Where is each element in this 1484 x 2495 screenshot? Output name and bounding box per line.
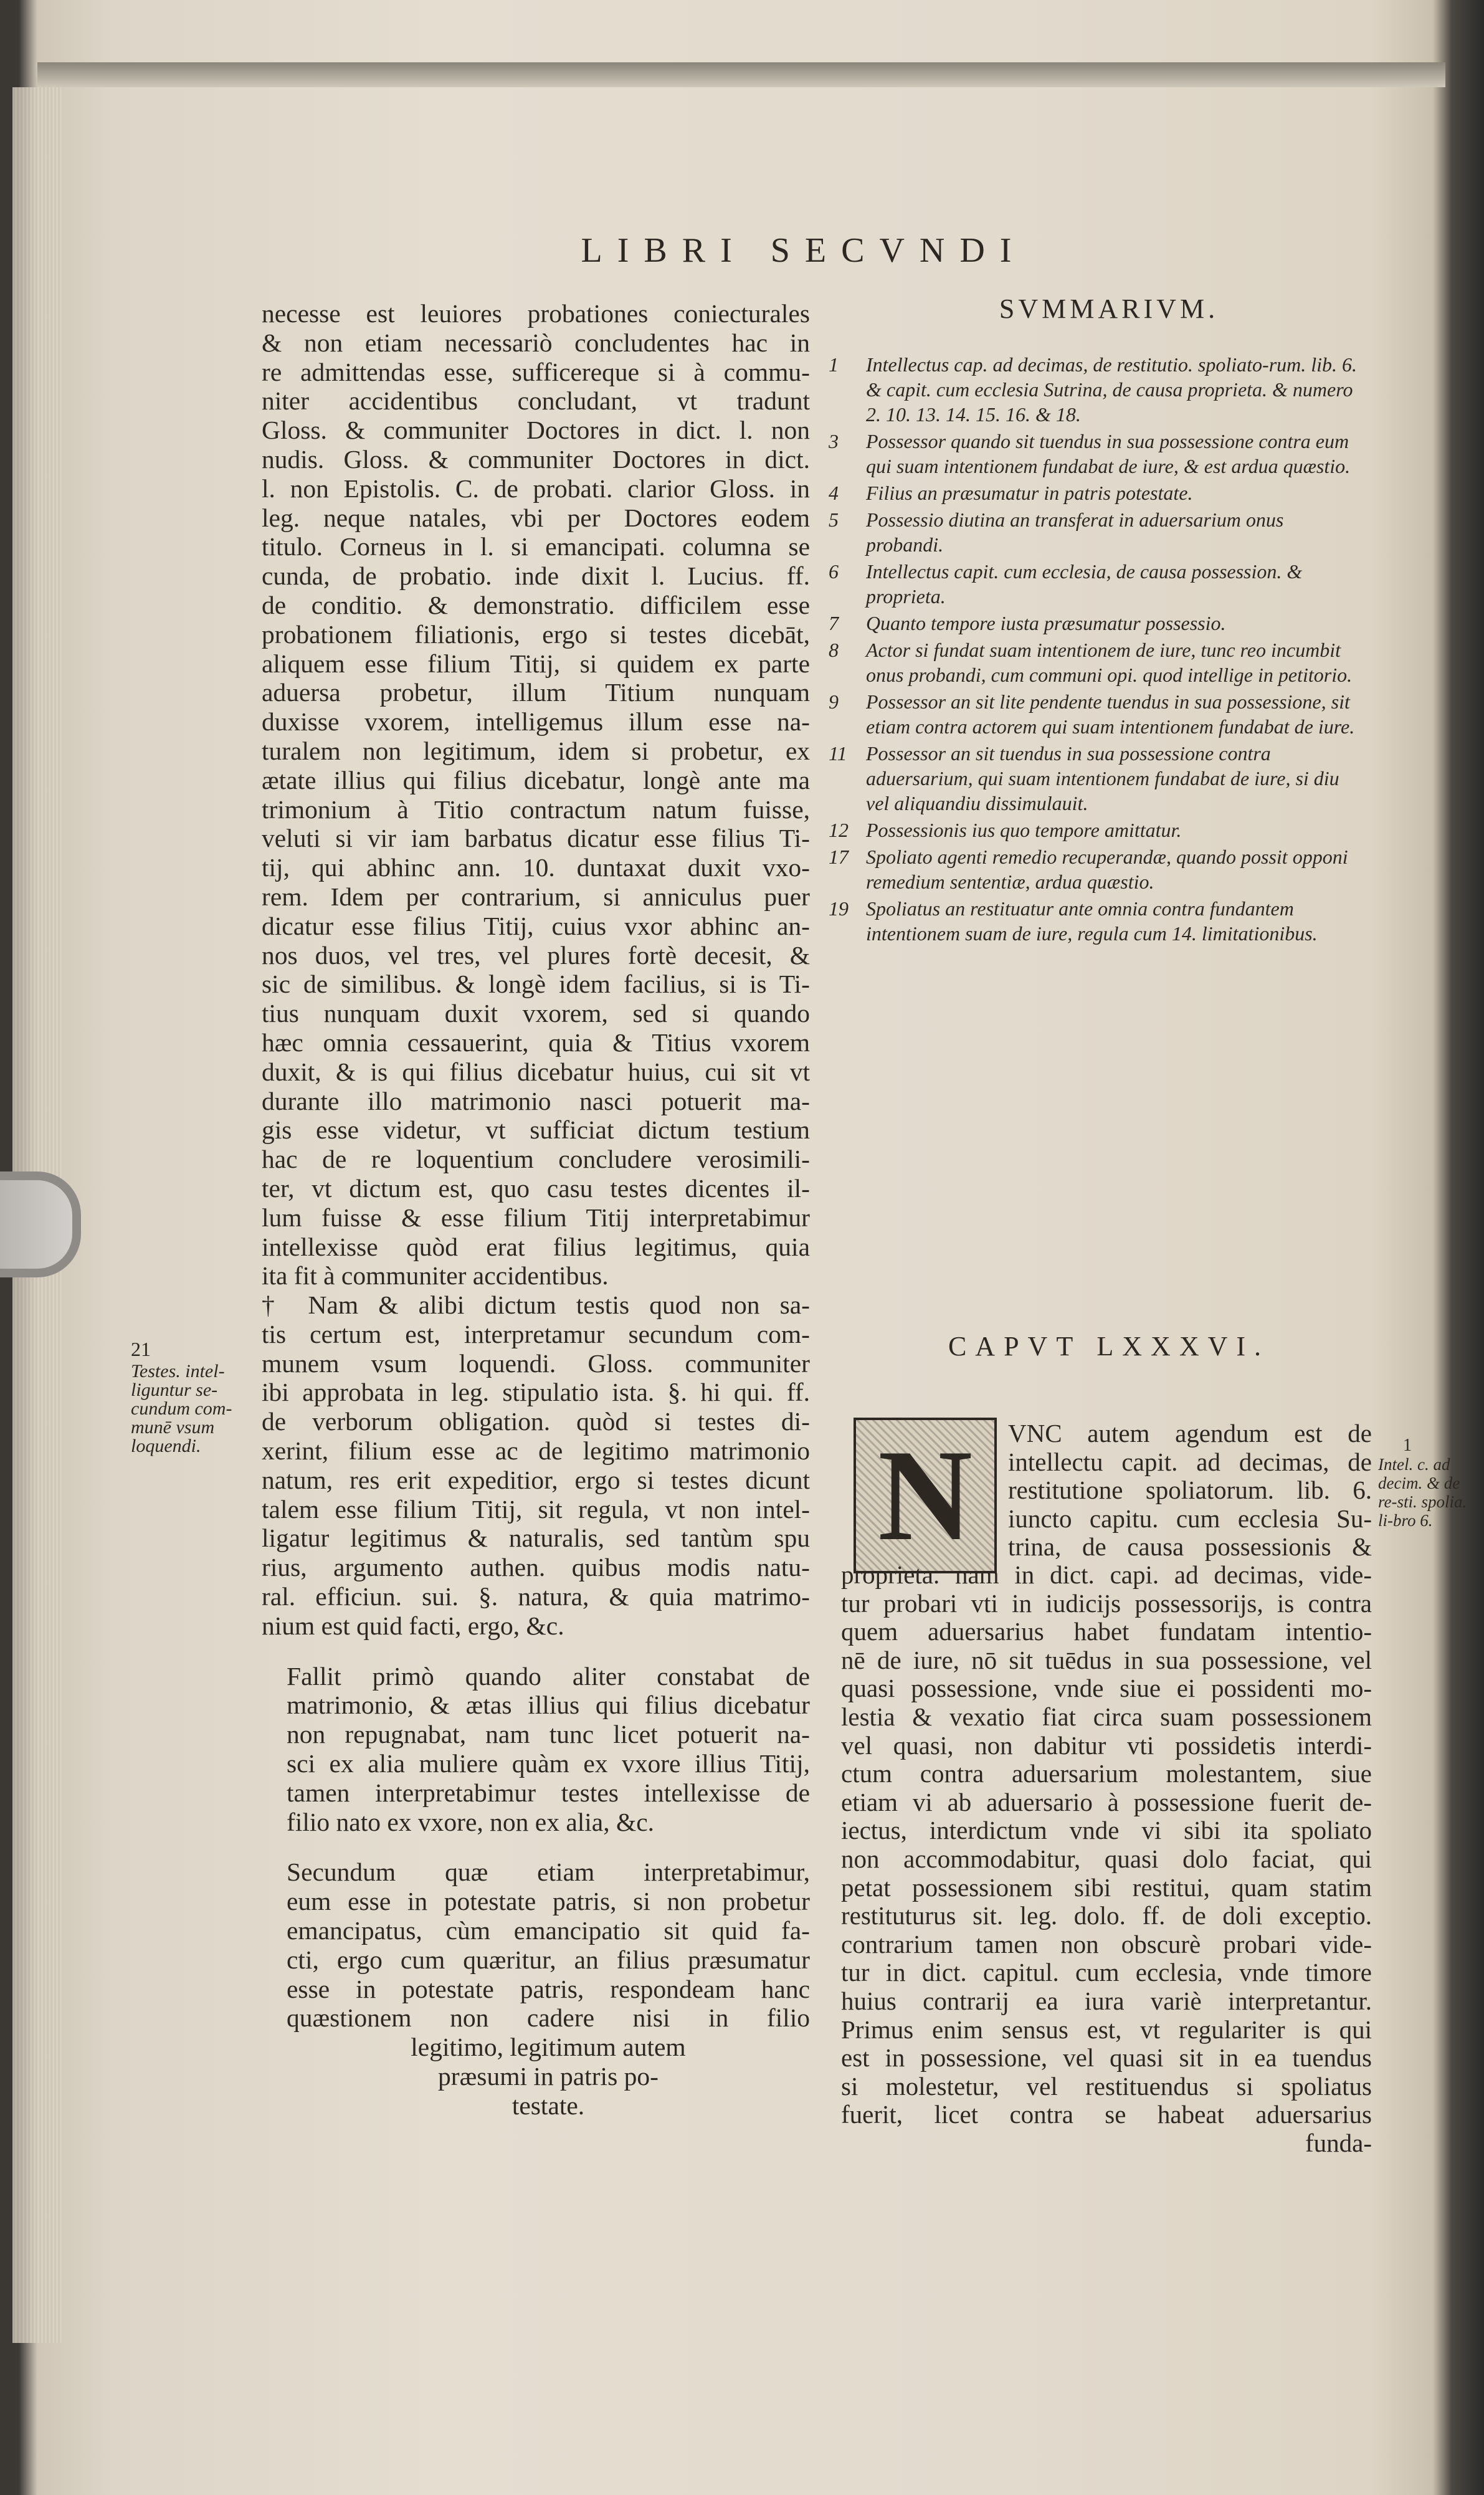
summary-item-number: 8 <box>829 639 839 661</box>
text-line: nē de iure, nō sit tuēdus in sua possessione, vel <box>841 1645 1372 1674</box>
text-line: turalem non legitimum, idem si probetur, ex <box>262 736 810 765</box>
text-line: non repugnabat, nam tunc licet potuerit na- <box>287 1720 810 1749</box>
text-line: iuncto capitu. cum ecclesia Su- <box>1008 1504 1372 1533</box>
text-line: sci ex alia muliere quàm ex vxore illius Titij, <box>287 1749 810 1778</box>
text-line: duxisse vxorem, intelligemus illum esse na- <box>262 707 810 737</box>
text-line: tis certum est, interpretamur secundum com- <box>262 1319 810 1348</box>
text-line: est in possessione, vel quasi sit in ea tuendus <box>841 2043 1372 2073</box>
summary-item <box>829 429 1364 479</box>
summary-item-number: 4 <box>829 482 839 504</box>
text-line: VNC autem agendum est de <box>1008 1419 1372 1448</box>
text-line: niter accidentibus concludant, vt tradunt <box>262 386 810 416</box>
text-line: cunda, de probatio. inde dixit l. Lucius. ff. <box>262 561 810 591</box>
text-line: esse in potestate patris, respondeam hanc <box>287 1974 810 2003</box>
text-line: † Nam & alibi dictum testis quod non sa- <box>262 1290 810 1320</box>
text-line: lestia & vexatio fiat circa suam possessionem <box>841 1702 1372 1731</box>
text-line: Gloss. & communiter Doctores in dict. l. non <box>262 416 810 445</box>
text-line: intellexisse quòd erat filius legitimus, quia <box>262 1232 810 1261</box>
text-line: aduersa probetur, illum Titium nunquam <box>262 678 810 707</box>
text-line: ligatur legitimus & naturalis, sed tantùm spu <box>262 1524 810 1553</box>
text-line: natum, res erit expeditior, ergo si testes dicunt <box>262 1465 810 1494</box>
text-line: veluti si vir iam barbatus dicatur esse filius Ti- <box>262 824 810 853</box>
summary-item-text: Possessio diutina an transferat in aduersarium onus probandi. <box>866 508 1284 556</box>
left-paragraph-1 <box>262 299 810 1290</box>
running-head: LIBRI SECVNDI <box>581 231 1027 270</box>
chapter-body <box>841 1561 1372 2157</box>
text-line: tius nunquam duxit vxorem, sed si quando <box>262 999 810 1028</box>
text-line: lum fuisse & esse filium Titij interpretabimur <box>262 1203 810 1232</box>
text-line: legitimo, legitimum autem <box>411 2033 686 2062</box>
text-line: iectus, interdictum vnde vi sibi ita spoliato <box>841 1816 1372 1845</box>
text-line: testate. <box>511 2091 585 2120</box>
page-top-edge <box>37 62 1445 87</box>
decorated-initial <box>854 1418 997 1573</box>
summary-list <box>829 352 1364 948</box>
text-line: tamen interpretabimur testes intellexisse de <box>287 1778 810 1807</box>
text-line: fuerit, licet contra se habeat aduersarius <box>841 2100 1372 2129</box>
left-paragraph-4-tail <box>262 2033 810 2120</box>
summary-item-number: 17 <box>829 846 849 868</box>
text-line: si molestetur, vel restituendus si spoliatus <box>841 2071 1372 2101</box>
text-line: nos duos, vel tres, vel plures fortè decesit, & <box>262 940 810 970</box>
summary-item-number: 5 <box>829 508 839 531</box>
binder-clip <box>0 1171 81 1277</box>
text-line: sic de similibus. & longè idem facilius, si is Ti- <box>262 970 810 999</box>
summary-item-number: 11 <box>829 742 847 765</box>
left-margin-note-number: 21 <box>131 1338 151 1360</box>
summary-item-number: 1 <box>829 353 839 376</box>
text-line: emancipatus, cùm emancipatio sit quid fa- <box>287 1916 810 1945</box>
text-line: talem esse filium Titij, sit regula, vt non intel- <box>262 1494 810 1524</box>
text-line: dicatur esse filius Titij, cuius vxor abhinc an- <box>262 911 810 940</box>
summary-item-number: 12 <box>829 819 849 841</box>
text-line: proprieta. nam in dict. capi. ad decimas, vide- <box>841 1560 1372 1589</box>
left-paragraph-4 <box>262 1858 810 2033</box>
summary-item-number: 7 <box>829 612 839 634</box>
text-line: nium est quid facti, ergo, &c. <box>262 1611 564 1640</box>
left-paragraph-2 <box>262 1290 810 1641</box>
text-line: munem vsum loquendi. Gloss. communiter <box>262 1348 810 1378</box>
summary-item-number: 19 <box>829 897 849 920</box>
summary-item <box>829 689 1364 739</box>
text-line: petat possessionem sibi restitui, quam statim <box>841 1872 1372 1902</box>
summary-item-text: Intellectus capit. cum ecclesia, de causa possession. & proprieta. <box>866 560 1303 608</box>
summary-item <box>829 611 1364 636</box>
text-line: trina, de causa possessionis & <box>1008 1532 1372 1562</box>
summary-item <box>829 352 1364 427</box>
text-line: ibi approbata in leg. stipulatio ista. §. hi qui. ff. <box>262 1378 810 1407</box>
summary-item-text: Possessor quando sit tuendus in sua possessione contra eum qui suam intentionem fundabat de iure, & est ardua quæstio. <box>866 430 1351 477</box>
text-line: duxit, & is qui filius dicebatur huius, cui sit vt <box>262 1057 810 1086</box>
text-line: filio nato ex vxore, non ex alia, &c. <box>287 1807 655 1836</box>
text-line: etiam vi ab aduersario à possessione fuerit de- <box>841 1787 1372 1816</box>
text-line: præsumi in patris po- <box>438 2062 659 2091</box>
summary-item <box>829 559 1364 609</box>
summary-item <box>829 896 1364 946</box>
text-line: quæstionem non cadere nisi in filio <box>287 2003 810 2033</box>
text-line: intellectu capit. ad decimas, de <box>1008 1447 1372 1476</box>
text-line: quem aduersarius habet fundatam intentio- <box>841 1617 1372 1646</box>
text-line: ter, vt dictum est, quo casu testes dicentes il- <box>262 1173 810 1203</box>
text-line: restituturus sit. leg. dolo. ff. de doli exceptio. <box>841 1901 1372 1930</box>
text-line: tij, qui abhinc ann. 10. duntaxat duxit vxo- <box>262 853 810 882</box>
summary-title: SVMMARIVM. <box>999 293 1219 324</box>
summary-item-number: 3 <box>829 430 839 452</box>
summary-item-number: 6 <box>829 560 839 583</box>
text-line: restitutione spoliatorum. lib. 6. <box>1008 1476 1372 1505</box>
text-line: eum esse in potestate patris, si non probetur <box>287 1887 810 1916</box>
summary-item-text: Filius an præsumatur in patris potestate. <box>866 482 1193 504</box>
text-line: vel quasi, non dabitur vti possidetis interdi- <box>841 1730 1372 1760</box>
summary-item <box>829 507 1364 557</box>
text-line: gis esse videtur, vt sufficiat dictum testium <box>262 1115 810 1145</box>
summary-item-text: Possessionis ius quo tempore amittatur. <box>866 819 1182 841</box>
summary-item-text: Possessor an sit lite pendente tuendus in sua possessione, sit etiam contra actorem qui suam intentionem fundabat de iure. <box>866 690 1355 738</box>
summary-item <box>829 818 1364 842</box>
summary-item-number: 9 <box>829 690 839 713</box>
text-line: nudis. Gloss. & communiter Doctores in dict. <box>262 444 810 474</box>
right-margin-note <box>1378 1436 1472 1530</box>
text-line: ætate illius qui filius dicebatur, longè ante ma <box>262 765 810 794</box>
left-margin-note <box>131 1340 255 1456</box>
chapter-heading: CAPVT LXXXVI. <box>948 1331 1270 1362</box>
left-column <box>262 299 810 2121</box>
text-line: quasi possessione, vnde siue ei possidenti mo- <box>841 1674 1372 1703</box>
summary-item-text: Intellectus cap. ad decimas, de restitutio. spoliato-rum. lib. 6. & capit. cum ecclesia Sutrina, de causa proprieta. & numero 2. 10. 13. 14. 15. 16. & 18. <box>866 353 1358 426</box>
right-margin-note-text: Intel. c. ad decim. & de re-sti. spolia. li-bro 6. <box>1378 1455 1467 1530</box>
text-line: leg. neque natales, vbi per Doctores eodem <box>262 503 810 532</box>
text-line: Primus enim sensus est, vt regulariter is qui <box>841 2015 1372 2044</box>
summary-item-text: Quanto tempore iusta præsumatur possessio. <box>866 612 1226 634</box>
text-line: re admittendas esse, sufficereque si à commu- <box>262 357 810 386</box>
summary-item-text: Spoliato agenti remedio recuperandæ, quando possit opponi remedium sententiæ, ardua quæstio. <box>866 846 1348 893</box>
text-line: titulo. Corneus in l. si emancipati. columna se <box>262 532 810 561</box>
text-line: tur probari vti in iudicijs possessorijs, is contra <box>841 1588 1372 1618</box>
text-line: ctum contra aduersarium molestantem, siue <box>841 1759 1372 1788</box>
text-line: matrimonio, & ætas illius qui filius dicebatur <box>287 1691 810 1720</box>
text-line: huius contrarij ea iura variè interpretantur. <box>841 1986 1372 2015</box>
summary-item <box>829 741 1364 816</box>
text-line: xerint, filium esse ac de legitimo matrimonio <box>262 1436 810 1466</box>
text-line: Fallit primò quando aliter constabat de <box>287 1661 810 1691</box>
catchword: funda- <box>1305 2128 1372 2157</box>
text-line: necesse est leuiores probationes coniecturales <box>262 299 810 328</box>
text-line: aliquem esse filium Titij, si quidem ex parte <box>262 649 810 678</box>
summary-item <box>829 637 1364 687</box>
text-line: & non etiam necessariò concludentes hac in <box>262 328 810 357</box>
right-margin-note-number: 1 <box>1403 1436 1412 1455</box>
text-line: probationem filiationis, ergo si testes dicebāt, <box>262 619 810 649</box>
summary-item <box>829 844 1364 894</box>
decorated-initial-letter: N <box>878 1423 973 1568</box>
text-line: hæc omnia cessauerint, quia & Titius vxorem <box>262 1028 810 1057</box>
left-paragraph-3 <box>262 1662 810 1837</box>
text-line: rius, argumento authen. quibus modis natu- <box>262 1553 810 1582</box>
text-line: durante illo matrimonio nasci potuerit ma- <box>262 1086 810 1115</box>
text-line: l. non Epistolis. C. de probati. clarior Gloss. in <box>262 474 810 503</box>
summary-item-text: Possessor an sit tuendus in sua possessione contra aduersarium, qui suam intentionem fundabat de iure, si diu vel aliquandiu dissimulauit. <box>866 742 1339 814</box>
text-line: cti, ergo cum quæritur, an filius præsumatur <box>287 1945 810 1974</box>
text-line: non accommodabitur, quasi dolo faciat, qui <box>841 1844 1372 1873</box>
chapter-opening-lines <box>1008 1419 1372 1562</box>
summary-item <box>829 480 1364 505</box>
text-line: de conditio. & demonstratio. difficilem esse <box>262 590 810 619</box>
text-line: hac de re loquentium concludere verosimili- <box>262 1145 810 1174</box>
text-line: de verborum obligation. quòd si testes di- <box>262 1407 810 1436</box>
summary-item-text: Spoliatus an restituatur ante omnia contra fundantem intentionem suam de iure, regula cum 14. limitationibus. <box>866 897 1318 945</box>
text-line: Secundum quæ etiam interpretabimur, <box>287 1858 810 1887</box>
text-line: ral. efficiun. sui. §. natura, & quia matrimo- <box>262 1582 810 1611</box>
text-line: ita fit à communiter accidentibus. <box>262 1261 609 1290</box>
summary-item-text: Actor si fundat suam intentionem de iure, tunc reo incumbit onus probandi, cum communi opi. quod intellige in petitorio. <box>866 639 1353 686</box>
left-margin-note-text: Testes. intel-liguntur se-cundum com-munē vsum loquendi. <box>131 1361 232 1456</box>
text-line: trimonium à Titio contractum natum fuisse, <box>262 794 810 824</box>
text-line: rem. Idem per contrarium, si anniculus puer <box>262 882 810 911</box>
text-line: tur in dict. capitul. cum ecclesia, vnde timore <box>841 1958 1372 1987</box>
text-line: contrarium tamen non obscurè probari vide- <box>841 1929 1372 1958</box>
